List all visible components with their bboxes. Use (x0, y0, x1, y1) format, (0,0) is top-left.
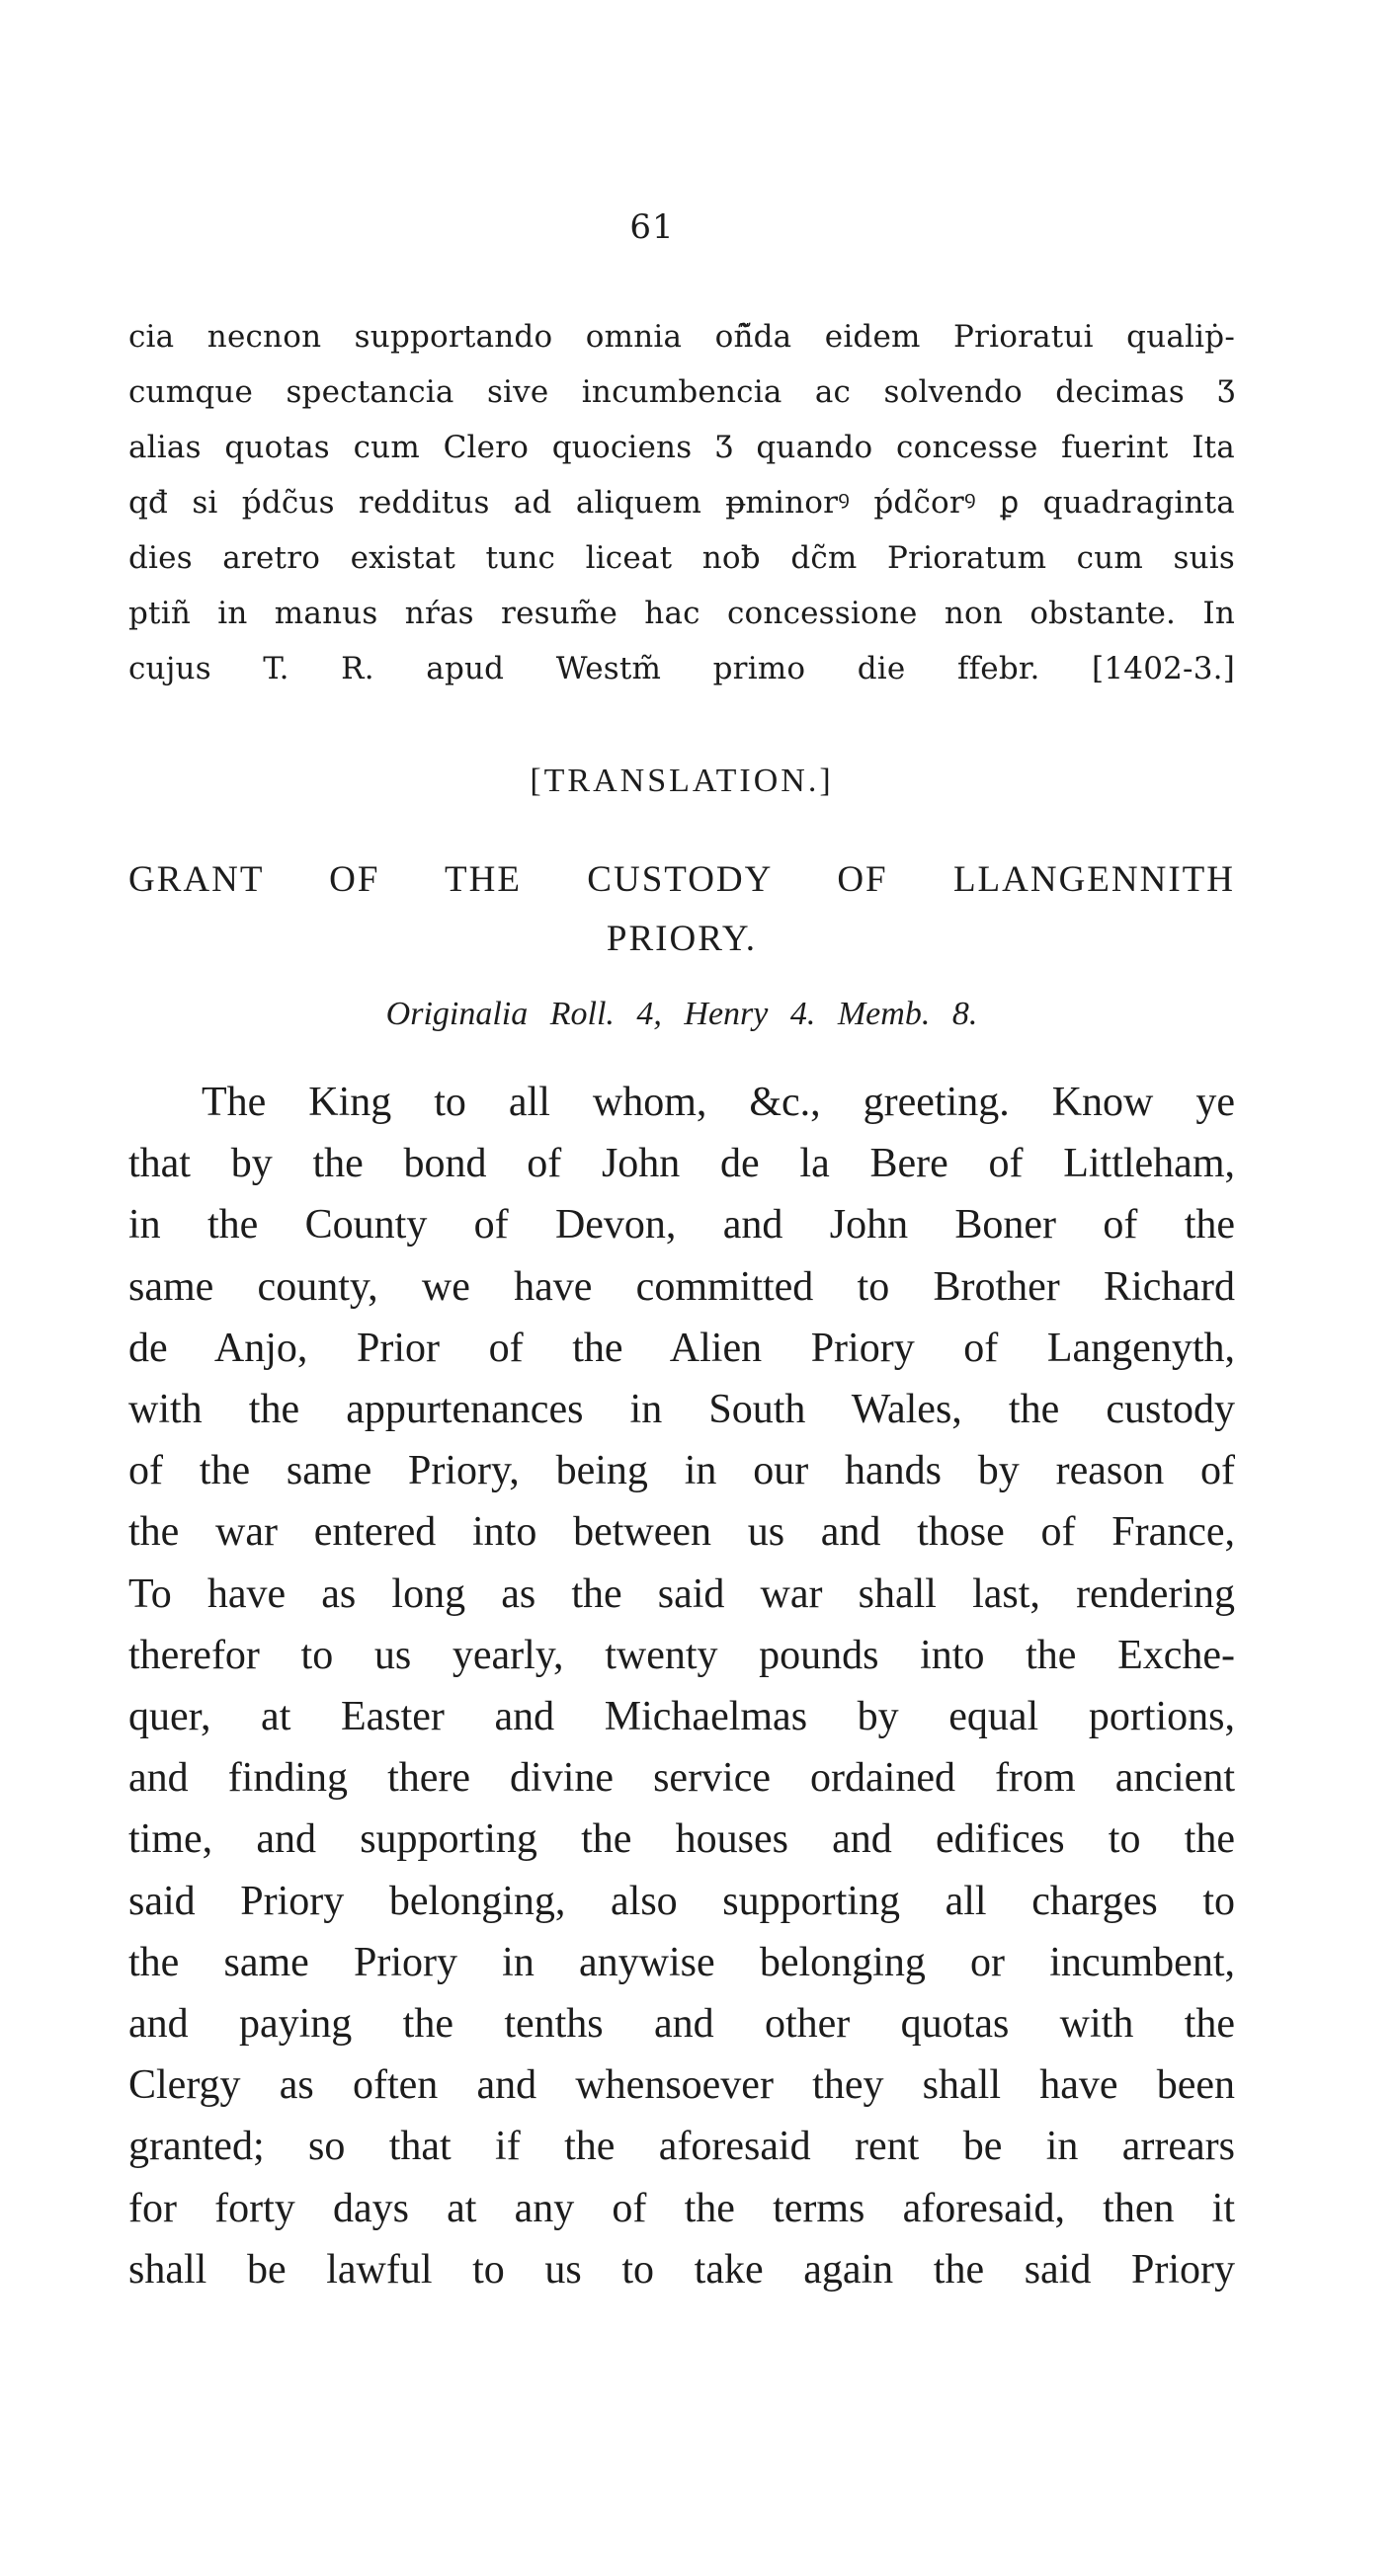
source-reference: Originalia Roll. 4, Henry 4. Memb. 8. (385, 996, 978, 1032)
translation-paragraph (128, 1072, 1235, 2300)
body-line: and paying the tenths and other quotas with the (128, 2001, 1235, 2048)
page-number: 61 (629, 207, 675, 247)
body-line: shall be lawful to us to take again the said Priory (128, 2246, 1235, 2293)
latin-line: ptiñ in manus nŕas resum̃e hac concessione non obstante. In (128, 596, 1235, 631)
body-line: the same Priory in anywise belonging or incumbent, (128, 1939, 1235, 1985)
latin-line: qđ si ṕdc̃us redditus ad aliquem ᵽminorꝰ ṕdc̃orꝰ ꝑ quadraginta (128, 485, 1235, 521)
title-line: PRIORY. (606, 919, 758, 959)
body-line: in the County of Devon, and John Boner of the (128, 1202, 1235, 1248)
body-line: that by the bond of John de la Bere of Littleham, (128, 1141, 1235, 1187)
section-title (128, 850, 1235, 969)
body-line: The King to all whom, &c., greeting. Know ye (202, 1080, 1235, 1125)
latin-line: cujus T. R. apud Westm̃ primo die ffebr. [1402-3.] (128, 651, 1235, 686)
body-line: same county, we have committed to Brother Richard (128, 1263, 1235, 1310)
title-line: GRANT OF THE CUSTODY OF LLANGENNITH (128, 859, 1235, 900)
latin-line: cia necnon supportando omnia oñ̃da eidem Prioratui qualiṗ- (128, 319, 1235, 355)
body-line: for forty days at any of the terms aforesaid, then it (128, 2185, 1235, 2231)
body-line: time, and supporting the houses and edifices to the (128, 1816, 1235, 1863)
latin-line: alias quotas cum Clero quociens Ʒ quando concesse fuerint Ita (128, 430, 1235, 465)
translation-label: [TRANSLATION.] (530, 763, 834, 799)
body-line: and finding there divine service ordained from ancient (128, 1755, 1235, 1802)
latin-line: dies aretro existat tunc liceat noƀ dc̃m Prioratum cum suis (128, 540, 1235, 576)
latin-line: cumque spectancia sive incumbencia ac solvendo decimas Ʒ (128, 374, 1235, 410)
latin-paragraph (128, 309, 1235, 696)
body-line: Clergy as often and whensoever they shall have been (128, 2062, 1235, 2109)
document-page (128, 202, 1235, 2300)
body-line: said Priory belonging, also supporting all charges to (128, 1878, 1235, 1924)
body-line: the war entered into between us and those of France, (128, 1509, 1235, 1556)
body-line: granted; so that if the aforesaid rent be in arrears (128, 2124, 1235, 2170)
body-line: with the appurtenances in South Wales, the custody (128, 1387, 1235, 1433)
body-line: therefor to us yearly, twenty pounds into the Exche- (128, 1632, 1235, 1678)
body-line: quer, at Easter and Michaelmas by equal portions, (128, 1694, 1235, 1740)
body-line: de Anjo, Prior of the Alien Priory of Langenyth, (128, 1325, 1235, 1371)
body-line: To have as long as the said war shall last, rendering (128, 1570, 1235, 1617)
body-line: of the same Priory, being in our hands by reason of (128, 1448, 1235, 1494)
